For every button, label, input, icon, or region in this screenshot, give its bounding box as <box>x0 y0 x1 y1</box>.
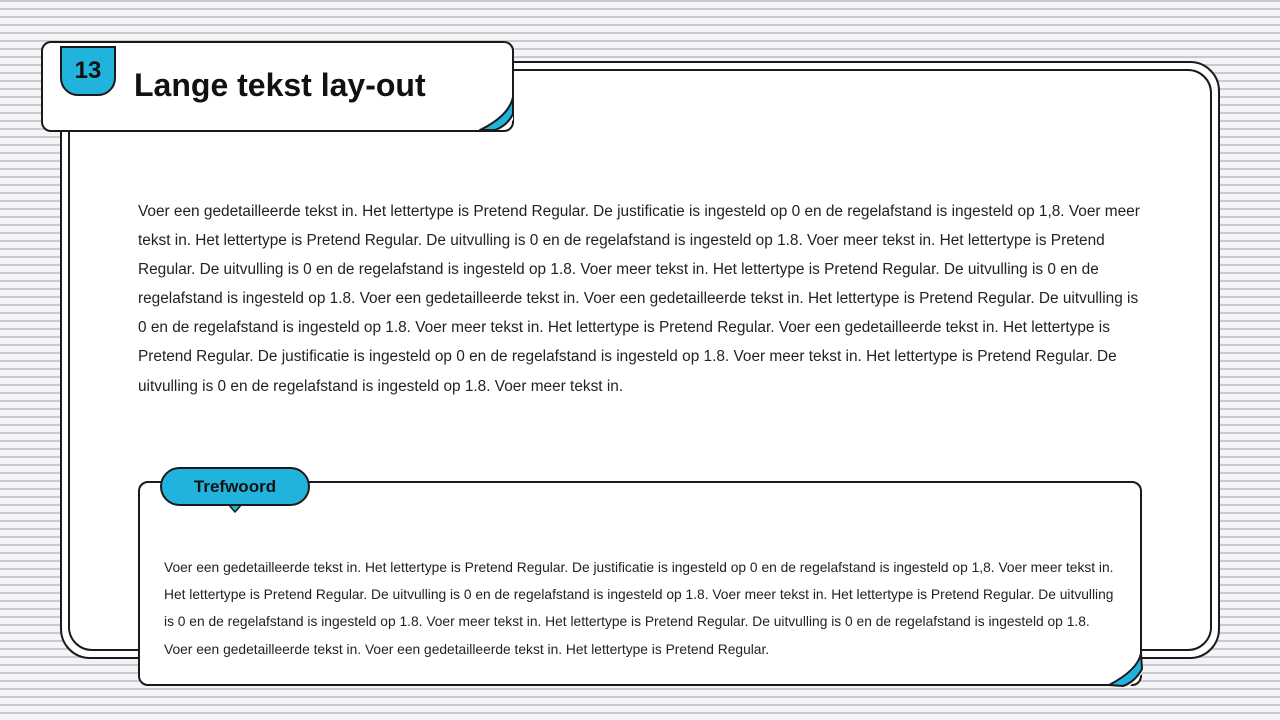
keyword-badge: Trefwoord <box>160 467 310 506</box>
body-paragraph: Voer een gedetailleerde tekst in. Het lettertype is Pretend Regular. De justificatie is ingesteld op 0 en de regelafstand is ingesteld op 1,8. Voer meer tekst in. Het lettertype is Pretend Regular. De uitvulling is 0 en de regelafstand is ingesteld op 1.8. Voer meer tekst in. Het lettertype is Pretend Regular. De uitvulling is 0 en de regelafstand is ingesteld op 1.8. Voer meer tekst in. Het lettertype is Pretend Regular. De uitvulling is 0 en de regelafstand is ingesteld op 1.8. Voer een gedetailleerde tekst in. Voer een gedetailleerde tekst in. Het lettertype is Pretend Regular. De uitvulling is 0 en de regelafstand is ingesteld op 1.8. Voer meer tekst in. Het lettertype is Pretend Regular. Voer een gedetailleerde tekst in. Het lettertype is Pretend Regular. De justificatie is ingesteld op 0 en de regelafstand is ingesteld op 1.8. Voer meer tekst in. Het lettertype is Pretend Regular. De uitvulling is 0 en de regelafstand is ingesteld op 1.8. Voer meer tekst in. <box>138 203 1140 395</box>
keyword-paragraph: Voer een gedetailleerde tekst in. Het lettertype is Pretend Regular. De justificatie is ingesteld op 0 en de regelafstand is ingesteld op 1,8. Voer meer tekst in. Het lettertype is Pretend Regular. De uitvulling is 0 en de regelafstand is ingesteld op 1.8. Voer meer tekst in. Het lettertype is Pretend Regular. De uitvulling is 0 en de regelafstand is ingesteld op 1.8. Voer meer tekst in. Het lettertype is Pretend Regular. De uitvulling is 0 en de regelafstand is ingesteld op 1.8. Voer een gedetailleerde tekst in. Voer een gedetailleerde tekst in. Het lettertype is Pretend Regular. <box>164 560 1114 657</box>
page-title: Lange tekst lay-out <box>134 67 426 103</box>
title-tab-fold-corner <box>479 96 515 132</box>
page-number-badge: 13 <box>60 46 116 96</box>
